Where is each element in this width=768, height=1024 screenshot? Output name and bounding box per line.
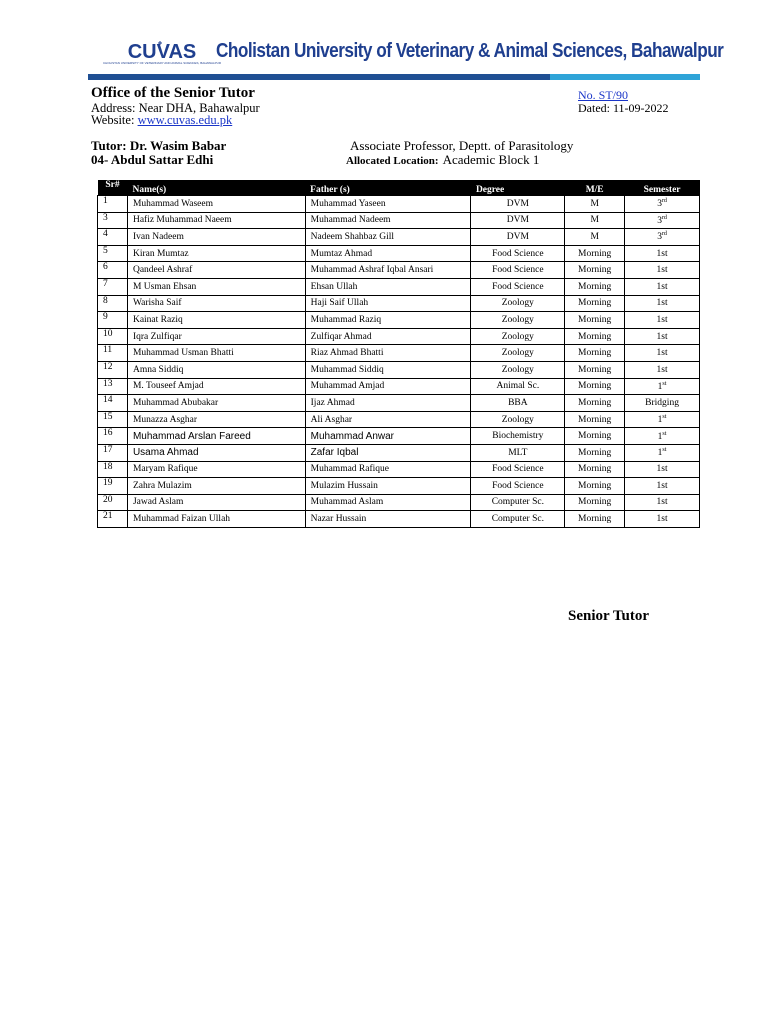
cell-name-text: Muhammad Arslan Fareed [132,430,251,442]
table-row [98,478,700,495]
university-name: Cholistan University of Veterinary & Animal Sciences, Bahawalpur [216,40,724,62]
cell-semester-text: 1st [656,514,668,525]
cell-name [127,196,305,213]
semester-suffix: st [662,430,667,437]
cell-semester-text: 1st [656,248,668,259]
cell-father [305,494,471,511]
cell-father [305,428,471,445]
cell-me [565,361,625,378]
cell-semester-text: 1st [656,331,668,342]
cell-father-text: Riaz Ahmad Bhatti [310,348,384,359]
cell-sr-text: 1 [103,196,108,206]
cell-sr-text: 21 [103,511,113,522]
col-header-sr: Sr# [98,180,128,196]
cell-father-text: Muhammad Anwar [310,430,395,442]
table-row [98,511,700,528]
cell-me [565,262,625,279]
cell-sr-text: 8 [103,295,108,306]
cell-degree [471,278,565,295]
cell-father-text: Muhammad Rafique [310,464,389,475]
cell-father-text: Ali Asghar [310,414,353,425]
cell-sr-text: 13 [103,378,113,389]
cell-me-text: M [590,198,599,209]
cell-semester [625,361,700,378]
cell-father-text: Muhammad Raziq [310,314,382,325]
cell-semester [625,494,700,511]
cell-degree-text: Computer Sc. [491,514,544,525]
cell-degree [471,378,565,395]
cell-sr [98,295,128,312]
semester-suffix: st [662,413,667,420]
cell-sr-text: 9 [103,312,108,323]
cell-sr [98,395,128,412]
cell-degree-text: Food Science [492,281,544,292]
cell-degree [471,428,565,445]
cell-me-text: Morning [578,480,612,491]
cell-me [565,511,625,528]
cell-name-text: Ivan Nadeem [132,231,184,242]
table-row [98,229,700,246]
cell-sr [98,229,128,246]
cell-semester-text: 1st [656,497,668,508]
cell-father-text: Muhammad Amjad [310,381,385,392]
table-row [98,461,700,478]
cell-semester-text: 1 [657,431,663,442]
semester-suffix: rd [661,198,667,205]
cell-degree [471,511,565,528]
cell-degree [471,461,565,478]
table-row [98,361,700,378]
cell-semester-text: 3 [657,199,662,210]
cell-sr [98,478,128,495]
cell-father-text: Muhammad Siddiq [310,364,384,375]
cell-sr [98,196,128,213]
cell-degree [471,345,565,362]
cell-father [305,478,471,495]
cell-sr-text: 5 [103,245,108,256]
cell-semester-text: 3 [657,215,662,226]
cell-semester-text: 1 [657,415,663,426]
cell-father [305,511,471,528]
office-website [91,113,232,128]
cell-name-text: Muhammad Waseem [132,198,214,209]
cell-me [565,278,625,295]
cell-me-text: Morning [578,447,612,458]
cell-father [305,295,471,312]
cell-me [565,461,625,478]
cell-me [565,428,625,445]
cell-degree [471,295,565,312]
cell-semester-text: 1 [657,381,663,392]
cell-semester [625,278,700,295]
table-row [98,428,700,445]
logo-text: CUVAS [127,41,197,63]
cell-degree-text: Food Science [492,464,544,475]
cell-name-text: Kiran Mumtaz [132,248,189,259]
cell-name-text: Usama Ahmad [132,447,199,459]
cell-me [565,411,625,428]
cell-sr-text: 20 [103,494,113,505]
semester-suffix: st [662,380,667,387]
cell-father [305,278,471,295]
website-label: Website: [91,113,138,127]
cell-sr [98,361,128,378]
cell-semester [625,345,700,362]
cell-semester [625,212,700,229]
header-divider [88,74,700,80]
table-row [98,295,700,312]
cell-semester [625,444,700,461]
cell-sr-text: 15 [103,411,113,422]
table-row [98,328,700,345]
tutor-designation: Associate Professor, Deptt. of Parasitology [350,138,574,153]
cell-father-text: Haji Saif Ullah [310,298,369,309]
cell-name [127,229,305,246]
table-row [98,196,700,213]
cell-semester [625,511,700,528]
cell-name [127,494,305,511]
cell-sr [98,245,128,262]
col-header-name: Name(s) [127,180,305,196]
cell-degree-text: Animal Sc. [496,381,540,392]
cell-semester [625,196,700,213]
student-table [97,180,700,528]
cell-degree [471,328,565,345]
cell-me-text: Morning [578,364,612,375]
cell-father [305,361,471,378]
cell-sr [98,444,128,461]
cell-me-text: Morning [578,431,612,442]
cell-me-text: Morning [578,331,612,342]
cell-father [305,328,471,345]
cell-name-text: Munazza Asghar [132,414,198,425]
allocated-location [346,152,539,168]
cell-semester-text: 1st [656,480,668,491]
cell-semester-text: Bridging [645,397,679,408]
cell-father-text: Zulfiqar Ahmad [310,331,372,342]
university-logo [103,40,221,72]
table-row [98,345,700,362]
document-date: Dated: 11-09-2022 [578,101,669,115]
cell-sr-text: 11 [103,345,113,356]
cell-father-text: Muhammad Yaseen [310,198,386,209]
cell-semester [625,378,700,395]
cell-degree-text: Zoology [501,364,534,375]
cell-degree-text: Zoology [501,331,534,342]
cell-semester-text: 1st [656,314,668,325]
cell-name-text: Zahra Mulazim [132,480,192,491]
cell-name [127,361,305,378]
cell-degree-text: Zoology [501,348,534,359]
cell-semester [625,229,700,246]
cell-name [127,511,305,528]
cell-me-text: Morning [578,464,612,475]
col-header-semester: Semester [625,180,700,196]
cell-me [565,478,625,495]
table-body [98,196,700,528]
cell-me-text: Morning [578,298,612,309]
tutor-name: Tutor: Dr. Wasim Babar [91,138,227,153]
cell-father-text: Ijaz Ahmad [310,397,355,408]
cell-me-text: Morning [578,514,612,525]
cell-me-text: Morning [578,281,612,292]
cell-degree [471,196,565,213]
cell-father [305,212,471,229]
cell-sr-text: 4 [103,229,108,240]
cell-semester-text: 3 [657,232,662,243]
cell-father [305,395,471,412]
cell-father-text: Muhammad Nadeem [310,215,391,226]
table-row [98,278,700,295]
col-header-father: Father (s) [305,180,471,196]
cell-name-text: M Usman Ehsan [132,281,197,292]
cell-father [305,444,471,461]
cell-semester [625,395,700,412]
cell-name [127,245,305,262]
cell-sr-text: 7 [103,278,108,289]
cell-name-text: Amna Siddiq [132,364,184,375]
cell-me-text: Morning [578,497,612,508]
office-title: Office of the Senior Tutor [91,85,255,101]
cell-name [127,345,305,362]
cell-me [565,295,625,312]
cell-degree-text: Computer Sc. [491,497,544,508]
cell-sr [98,278,128,295]
cell-sr [98,312,128,329]
cell-sr-text: 6 [103,262,108,273]
cell-sr [98,345,128,362]
cell-name [127,411,305,428]
cell-father [305,312,471,329]
cell-father [305,378,471,395]
cell-me-text: Morning [578,381,612,392]
cell-me [565,395,625,412]
cell-name [127,428,305,445]
table-row [98,212,700,229]
cell-name-text: Muhammad Abubakar [132,397,219,408]
cell-degree-text: DVM [506,215,529,226]
cell-father [305,411,471,428]
cell-me [565,245,625,262]
cell-me [565,196,625,213]
cell-name-text: M. Touseef Amjad [132,381,204,392]
cell-degree [471,312,565,329]
cell-sr-text: 3 [103,212,108,223]
cell-me-text: M [590,231,599,242]
cell-father [305,196,471,213]
semester-suffix: rd [661,214,667,221]
cell-name-text: Muhammad Usman Bhatti [132,348,234,359]
cell-name-text: Iqra Zulfiqar [132,331,182,342]
cell-sr [98,411,128,428]
cell-degree-text: DVM [506,198,529,209]
cell-semester [625,428,700,445]
cell-degree-text: Food Science [492,248,544,259]
cell-semester [625,461,700,478]
cell-sr [98,378,128,395]
cell-me-text: M [590,215,599,226]
cell-degree [471,245,565,262]
cell-name [127,478,305,495]
cell-name [127,444,305,461]
cell-father [305,229,471,246]
cell-degree-text: MLT [508,447,528,458]
cell-me [565,312,625,329]
cell-degree [471,361,565,378]
cell-me-text: Morning [578,248,612,259]
cell-semester-text: 1st [656,281,668,292]
cell-degree-text: BBA [508,397,528,408]
cell-name-text: Qandeel Ashraf [132,265,193,276]
cell-me-text: Morning [578,414,612,425]
cell-semester [625,295,700,312]
cell-me [565,328,625,345]
cell-name [127,395,305,412]
cell-me-text: Morning [578,348,612,359]
cell-name [127,378,305,395]
table-row [98,312,700,329]
col-header-degree: Degree [471,180,565,196]
cell-degree-text: Zoology [501,298,534,309]
cell-semester-text: 1st [656,265,668,276]
cell-semester-text: 1st [656,464,668,475]
cell-semester [625,245,700,262]
cell-degree [471,212,565,229]
table-row [98,245,700,262]
cell-father-text: Nazar Hussain [310,514,367,525]
signature-title: Senior Tutor [568,608,649,624]
table-row [98,411,700,428]
cell-degree-text: Zoology [501,314,534,325]
cell-degree [471,444,565,461]
cell-me [565,444,625,461]
cell-name [127,212,305,229]
cell-me [565,212,625,229]
cell-me [565,345,625,362]
cell-father-text: Nadeem Shahbaz Gill [310,231,395,242]
cell-sr-text: 16 [103,428,113,439]
cell-degree-text: Zoology [501,414,534,425]
cell-sr-text: 12 [103,361,113,372]
cell-sr [98,428,128,445]
table-row [98,378,700,395]
table-row [98,395,700,412]
cell-degree [471,494,565,511]
cell-name-text: Warisha Saif [132,298,182,309]
cell-degree [471,229,565,246]
cell-name-text: Maryam Rafique [132,464,198,475]
website-link[interactable]: www.cuvas.edu.pk [137,113,233,127]
cell-semester [625,478,700,495]
table-row [98,262,700,279]
cell-name [127,312,305,329]
cell-me-text: Morning [578,314,612,325]
reference-number[interactable]: No. ST/90 [578,88,629,102]
col-header-me: M/E [565,180,625,196]
cell-me [565,229,625,246]
cell-name-text: Jawad Aslam [132,497,184,508]
table-header-row [98,180,700,196]
logo-subtext: CHOLISTAN UNIVERSITY OF VETERINARY AND ANIMAL SCIENCES, BAHAWALPUR [103,61,221,65]
cell-name [127,262,305,279]
cell-name-text: Kainat Raziq [132,314,183,325]
cell-semester-text: 1st [656,298,668,309]
cell-name-text: Muhammad Faizan Ullah [132,514,231,525]
cell-sr-text: 19 [103,478,113,489]
cell-degree-text: Food Science [492,480,544,491]
cell-name [127,328,305,345]
cell-father-text: Muhammad Aslam [310,497,384,508]
cell-sr [98,511,128,528]
cell-me-text: Morning [578,265,612,276]
cell-semester [625,262,700,279]
cell-father [305,461,471,478]
semester-suffix: rd [661,231,667,238]
cell-father-text: Muhammad Ashraf Iqbal Ansari [310,265,434,276]
cell-father [305,345,471,362]
cell-father-text: Mumtaz Ahmad [310,248,373,259]
hostel-name: 04- Abdul Sattar Edhi [91,152,214,167]
cell-degree-text: DVM [506,231,529,242]
cell-degree [471,395,565,412]
cell-father-text: Zafar Iqbal [310,447,359,459]
cell-father-text: Ehsan Ullah [310,281,358,292]
cell-sr-text: 14 [103,395,113,406]
cell-name [127,295,305,312]
cell-sr-text: 10 [103,328,113,339]
cell-degree-text: Biochemistry [492,431,544,442]
office-address: Address: Near DHA, Bahawalpur [91,101,260,115]
table-row [98,494,700,511]
cell-semester [625,328,700,345]
cell-sr [98,328,128,345]
cell-me [565,378,625,395]
cell-degree [471,478,565,495]
cell-semester-text: 1 [657,448,663,459]
location-label: Allocated Location: [346,155,439,167]
cell-father-text: Mulazim Hussain [310,480,378,491]
cell-father [305,245,471,262]
cell-semester [625,312,700,329]
cell-sr [98,212,128,229]
cell-me [565,494,625,511]
location-value: Academic Block 1 [442,152,540,167]
cell-father [305,262,471,279]
semester-suffix: st [662,447,667,454]
cell-degree [471,262,565,279]
cell-me-text: Morning [578,397,612,408]
cell-semester-text: 1st [656,348,668,359]
cell-sr-text: 18 [103,461,113,472]
cell-sr [98,494,128,511]
cell-sr-text: 17 [103,444,113,455]
cell-sr [98,461,128,478]
cell-sr [98,262,128,279]
cell-name [127,461,305,478]
cell-degree [471,411,565,428]
cell-semester [625,411,700,428]
cell-semester-text: 1st [656,364,668,375]
cell-degree-text: Food Science [492,265,544,276]
table-row [98,444,700,461]
cell-name-text: Hafiz Muhammad Naeem [132,215,232,226]
cell-name [127,278,305,295]
